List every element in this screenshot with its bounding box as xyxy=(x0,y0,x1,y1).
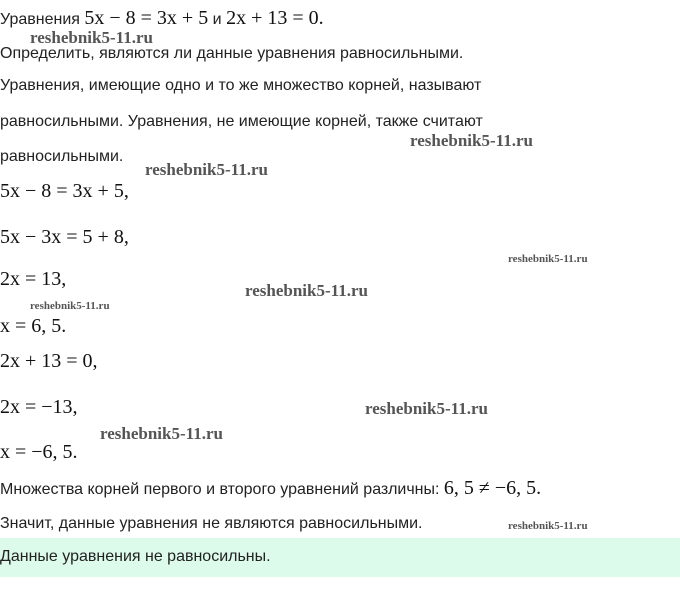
answer-box xyxy=(0,538,680,577)
step-6: 2x = −13, xyxy=(0,396,78,418)
watermark: reshebnik5-11.ru xyxy=(508,253,588,265)
theory-line-1: Уравнения, имеющие одно и то же множество корней, называют xyxy=(0,77,482,94)
conclusion-line xyxy=(0,478,541,500)
theory-line-2: равносильными. Уравнения, не имеющие корней, также считают xyxy=(0,113,483,130)
watermark: reshebnik5-11.ru xyxy=(365,399,488,418)
problem-prefix: Уравнения xyxy=(0,11,80,28)
equation-1: 5x − 8 = 3x + 5 xyxy=(84,7,209,29)
step-1: 5x − 8 = 3x + 5, xyxy=(0,180,129,202)
therefore-text: Значит, данные уравнения не являются равносильными. xyxy=(0,515,423,532)
conclusion-math: 6, 5 ≠ −6, 5. xyxy=(443,477,542,499)
watermark: reshebnik5-11.ru xyxy=(145,160,268,179)
step-3: 2x = 13, xyxy=(0,268,67,290)
answer-text: Данные уравнения не равносильны. xyxy=(0,548,271,565)
conclusion-text: Множества корней первого и второго уравнений различны: xyxy=(0,481,440,498)
step-5: 2x + 13 = 0, xyxy=(0,350,98,372)
watermark: reshebnik5-11.ru xyxy=(410,131,533,150)
equation-2: 2x + 13 = 0. xyxy=(226,7,324,29)
step-4: x = 6, 5. xyxy=(0,315,67,337)
watermark: reshebnik5-11.ru xyxy=(508,520,588,532)
watermark: reshebnik5-11.ru xyxy=(100,424,223,443)
problem-statement xyxy=(0,8,324,30)
question-text: Определить, являются ли данные уравнения равносильными. xyxy=(0,45,464,62)
watermark: reshebnik5-11.ru xyxy=(30,300,110,312)
watermark: reshebnik5-11.ru xyxy=(30,28,153,47)
theory-line-3: равносильными. xyxy=(0,148,124,165)
step-2: 5x − 3x = 5 + 8, xyxy=(0,226,129,248)
watermark: reshebnik5-11.ru xyxy=(245,281,368,300)
conjunction: и xyxy=(212,11,222,28)
step-7: x = −6, 5. xyxy=(0,441,78,463)
